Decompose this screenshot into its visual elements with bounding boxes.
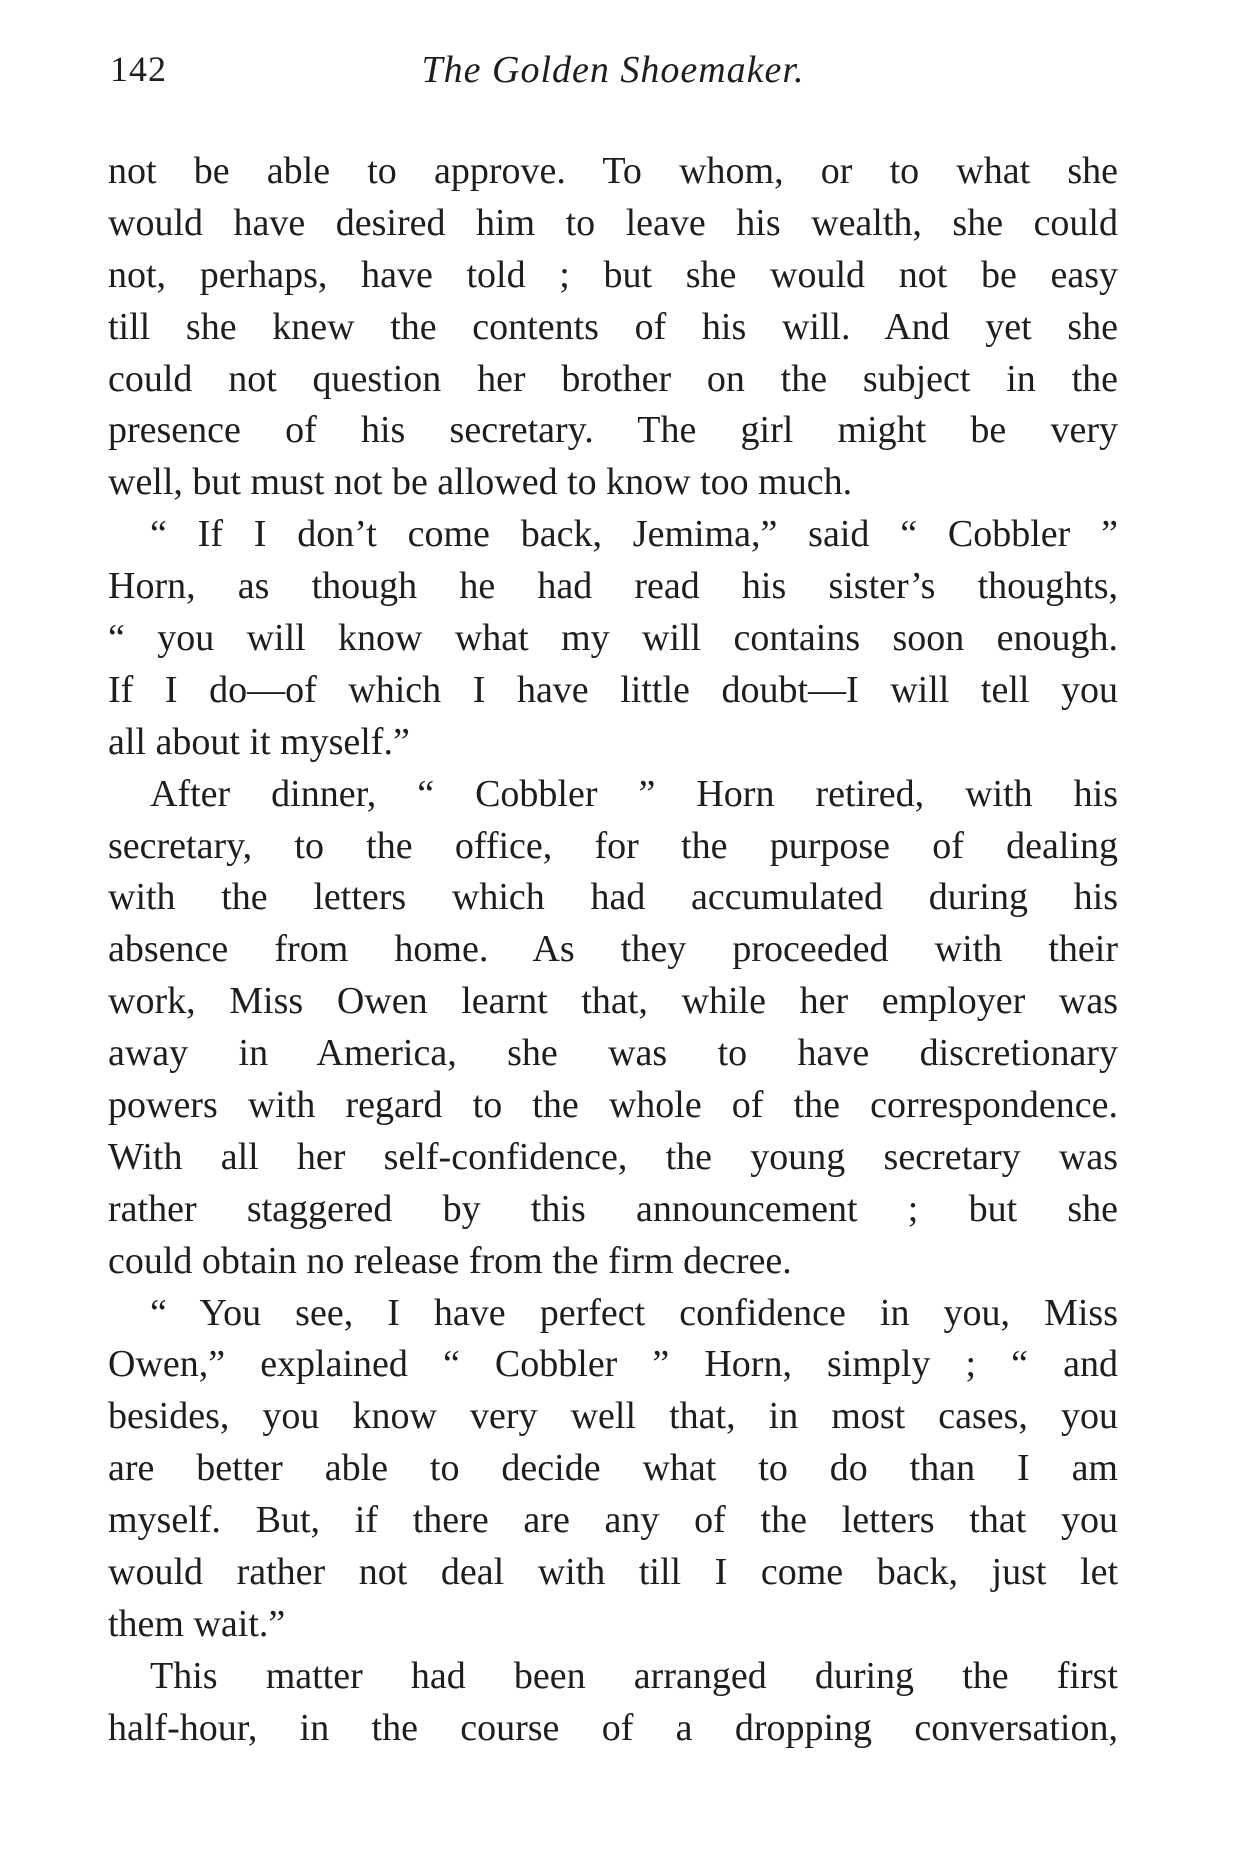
text-line: myself. But, if there are any of the letters that you	[108, 1499, 1118, 1542]
text-line: With all her self-confidence, the young secretary was	[108, 1135, 1118, 1178]
text-line: would have desired him to leave his wealth, she could	[108, 201, 1118, 244]
text-line: not be able to approve. To whom, or to what she	[108, 150, 1118, 192]
text-line: “ You see, I have perfect confidence in you, Miss	[150, 1291, 1118, 1334]
page-number: 142	[110, 49, 167, 89]
text-line: well, but must not be allowed to know too much.	[108, 461, 853, 504]
text-line: If I do—of which I have little doubt—I will tell you	[108, 668, 1118, 711]
text-line: work, Miss Owen learnt that, while her employer was	[108, 980, 1118, 1023]
text-line: could obtain no release from the firm decree.	[108, 1239, 792, 1282]
text-line: This matter had been arranged during the first	[150, 1654, 1118, 1697]
text-line: absence from home. As they proceeded with their	[108, 928, 1118, 971]
text-line: besides, you know very well that, in most cases, you	[108, 1395, 1118, 1438]
text-line: with the letters which had accumulated during his	[108, 876, 1118, 919]
text-line: presence of his secretary. The girl might be very	[108, 409, 1118, 452]
text-line: secretary, to the office, for the purpose of dealing	[108, 824, 1118, 867]
text-line: all about it myself.”	[108, 720, 410, 763]
text-line: could not question her brother on the subject in the	[108, 357, 1118, 400]
body-text	[108, 146, 1118, 1755]
text-line: till she knew the contents of his will. And yet she	[108, 305, 1118, 348]
running-head	[108, 48, 1118, 108]
text-line: rather staggered by this announcement ; but she	[108, 1187, 1118, 1230]
text-line: them wait.”	[108, 1602, 286, 1645]
text-line: away in America, she was to have discretionary	[108, 1032, 1118, 1075]
text-line: are better able to decide what to do than I am	[108, 1447, 1118, 1490]
text-line: Owen,” explained “ Cobbler ” Horn, simply ; “ and	[108, 1343, 1118, 1386]
text-line: would rather not deal with till I come back, just let	[108, 1551, 1118, 1594]
text-line: powers with regard to the whole of the correspondence.	[108, 1084, 1118, 1127]
text-line: not, perhaps, have told ; but she would not be easy	[108, 253, 1118, 296]
text-line: “ If I don’t come back, Jemima,” said “ Cobbler ”	[150, 513, 1118, 556]
text-line: half-hour, in the course of a dropping conversation,	[108, 1706, 1118, 1749]
text-line: After dinner, “ Cobbler ” Horn retired, with his	[150, 772, 1118, 815]
text-line: Horn, as though he had read his sister’s thoughts,	[108, 565, 1118, 608]
book-title: The Golden Shoemaker.	[421, 49, 805, 91]
text-line: “ you will know what my will contains soon enough.	[108, 617, 1118, 660]
